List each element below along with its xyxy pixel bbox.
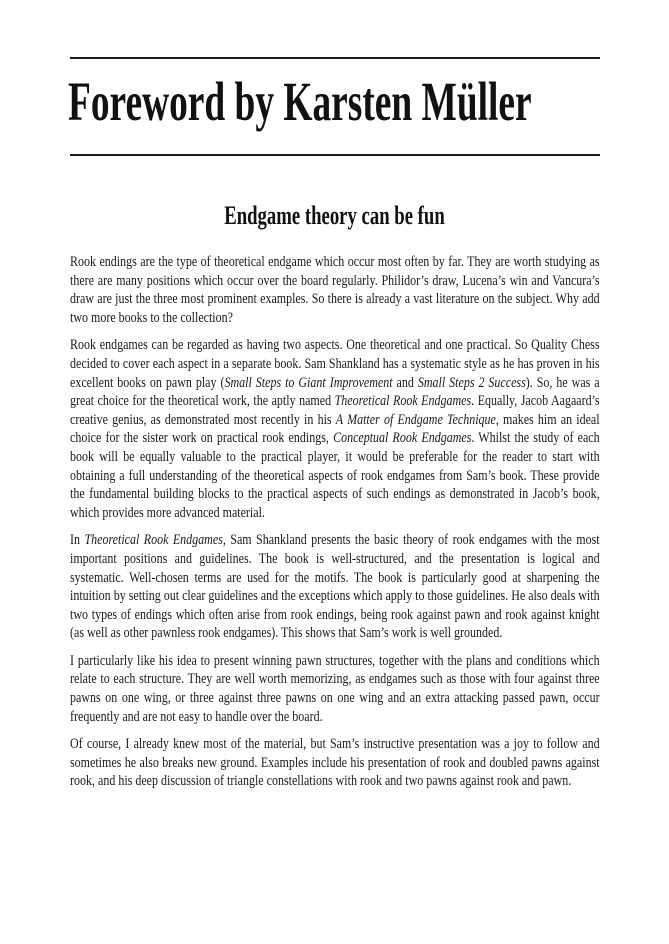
foreword-body [70,253,600,800]
title-underline-rule [70,154,600,156]
section-subtitle: Endgame theory can be fun [224,201,445,230]
chapter-title: Foreword by Karsten Müller [68,71,532,132]
foreword-paragraph-5: Of course, I already knew most of the material, but Sam’s instructive presentation was a joy to follow and sometimes he also breaks new ground. Examples include his presentation of rook and doubled pawns against rook, and his deep discussion of triangle constellations with rook and two pawns against rook and pawn. [70,736,600,790]
foreword-paragraph-1: Rook endings are the type of theoretical endgame which occur most often by far. They are worth studying as there are many positions which occur over the board regularly. Philidor’s draw, Lucena’s win and Vancura’s draw are just the three most prominent examples. So there is already a vast literature on the subject. Why add two more books to the collection? [70,254,600,326]
top-horizontal-rule [70,57,600,59]
foreword-paragraph-4: I particularly like his idea to present winning pawn structures, together with the plans and conditions which relate to each structure. They are well worth memorizing, as endgames such as those with four against three pawns on one wing, or three against three pawns on one wing and an extra attacking passed pawn, occur frequently and are not easy to handle over the board. [70,652,600,725]
foreword-paragraph-3: In Theoretical Rook Endgames, Sam Shankland presents the basic theory of rook endgames with the most important positions and guidelines. The book is well-structured, and the presentation is logical and systematic. Well-chosen terms are used for the motifs. The book is particularly good at sharpening the intuition by setting out clear guidelines and the exceptions which apply to those guidelines. He also deals with two types of endings which often arise from rook endings, being rook against pawn and rook against knight (as well as other pawnless rook endgames). This shows that Sam’s work is well grounded. [70,532,600,642]
foreword-paragraph-2: Rook endgames can be regarded as having two aspects. One theoretical and one practical. So Quality Chess decided to cover each aspect in a separate book. Sam Shankland has a systematic style as he has proven in his excellent books on pawn play (Small Steps to Giant Improvement and Small Steps 2 Success). So, he was a great choice for the theoretical work, the aptly named Theoretical Rook Endgames. Equally, Jacob Aagaard’s creative genius, as demonstrated most recently in his A Matter of Endgame Technique, makes him an ideal choice for the sister work on practical rook endings, Conceptual Rook Endgames. Whilst the study of each book will be equally valuable to the practical player, it would be preferable for the reader to start with obtaining a full understanding of the theoretical aspects of rook endgames from Sam’s book. These provide the fundamental building blocks to the practical aspects of such endings as demonstrated in Jacob’s book, which provides more advanced material. [70,337,600,521]
